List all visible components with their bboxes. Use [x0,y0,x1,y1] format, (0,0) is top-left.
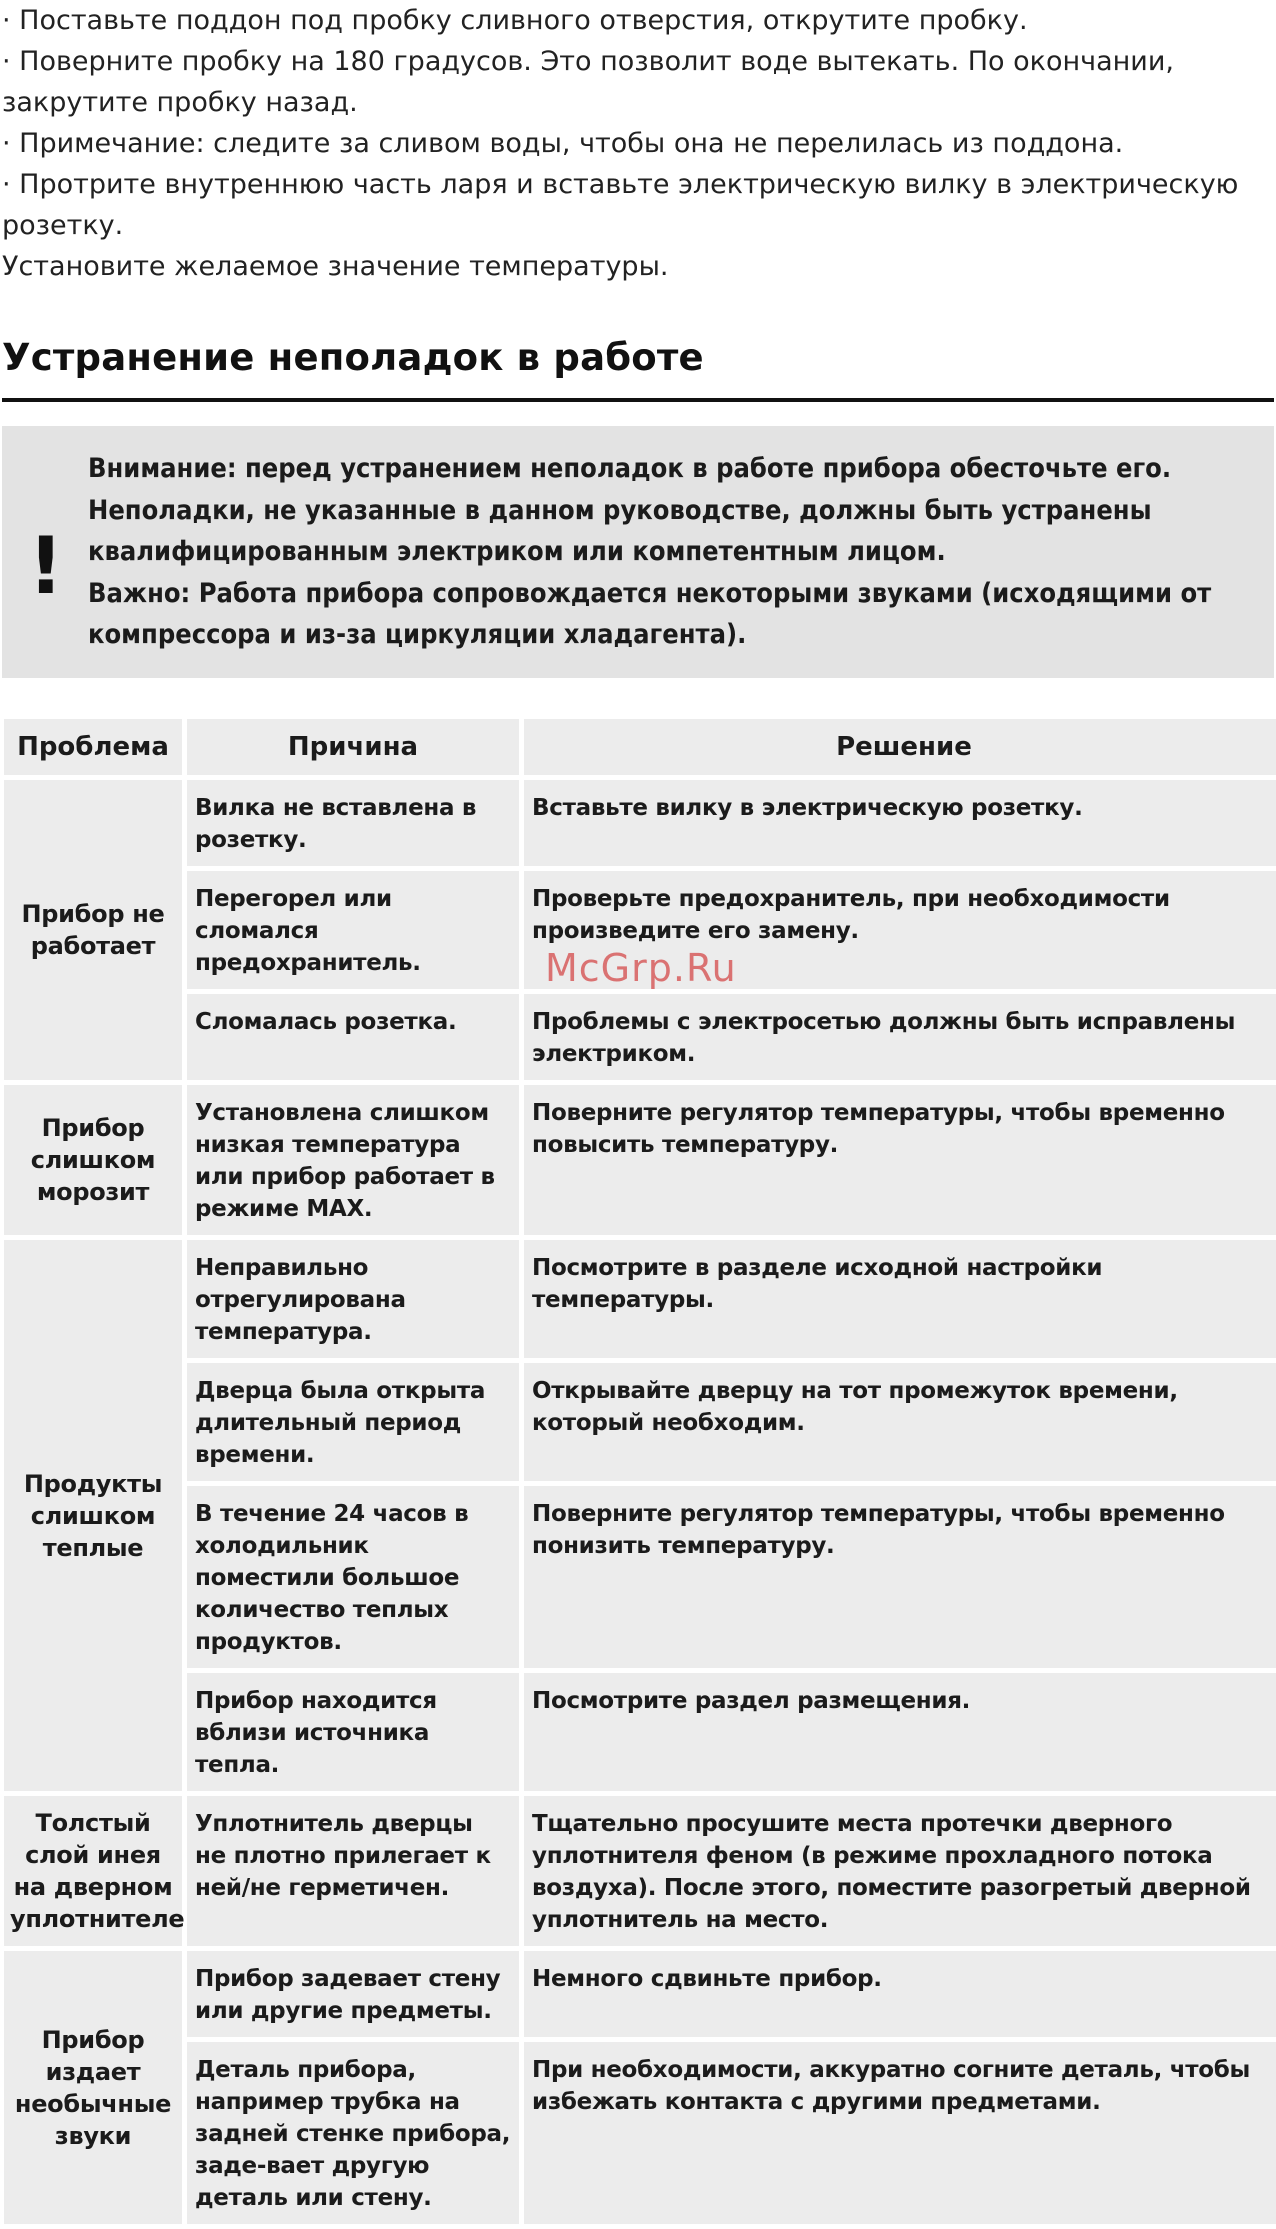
table-row [4,1486,1276,1668]
cause-cell: Перегорел или сломался предохранитель. [187,871,519,989]
solution-cell: Тщательно просушите места протечки дверного уплотнителя феном (в режиме прохладного потока воздуха). После этого, поместите разогретый дверной уплотнитель на место. [524,1796,1276,1946]
section-title: Устранение неполадок в работе [2,336,704,379]
cause-cell: В течение 24 часов в холодильник поместили большое количество теплых продуктов. [187,1486,519,1668]
warning-important: Важно: Работа прибора сопровождается некоторыми звуками (исходящими от компрессора и из-за циркуляции хладагента). [88,577,1212,650]
intro-step: · Примечание: следите за сливом воды, чтобы она не перелилась из поддона. [2,128,1124,159]
warning-text [88,448,1268,656]
intro-instructions [2,0,1274,287]
cause-cell: Установлена слишком низкая температура или прибор работает в режиме MAX. [187,1085,519,1235]
cause-cell: Дверца была открыта длительный период времени. [187,1363,519,1481]
cause-cell: Неправильно отрегулирована температура. [187,1240,519,1358]
solution-cell: Посмотрите в разделе исходной настройки температуры. [524,1240,1276,1358]
problem-cell: Прибор издает необычные звуки [4,1951,182,2224]
table-row [4,1363,1276,1481]
cause-cell: Уплотнитель дверцы не плотно прилегает к ней/не герметичен. [187,1796,519,1946]
intro-step: Установите желаемое значение температуры. [2,251,669,282]
warning-attention: Внимание: перед устранением неполадок в работе прибора обесточьте его. Неполадки, не указанные в данном руководстве, должны быть устранены квалифицированным электриком или компетентным лицом. [88,453,1172,567]
solution-cell: Открывайте дверцу на тот промежуток времени, который необходим. [524,1363,1276,1481]
cause-cell: Сломалась розетка. [187,994,519,1080]
title-divider [2,398,1274,402]
cause-cell: Вилка не вставлена в розетку. [187,780,519,866]
warning-box [2,426,1274,678]
exclamation-icon: ! [28,522,64,612]
problem-cell: Продукты слишком теплые [4,1240,182,1791]
header-cause: Причина [187,719,519,775]
solution-cell: Немного сдвиньте прибор. [524,1951,1276,2037]
solution-cell: Поверните регулятор температуры, чтобы временно понизить температуру. [524,1486,1276,1668]
header-problem: Проблема [4,719,182,775]
table-row [4,1085,1276,1235]
intro-step: · Протрите внутреннюю часть ларя и вставьте электрическую вилку в электрическую розетку. [2,169,1239,241]
problem-cell: Толстый слой инея на дверном уплотнителе [4,1796,182,1946]
table-row [4,1673,1276,1791]
solution-cell: Вставьте вилку в электрическую розетку. [524,780,1276,866]
table-row [4,994,1276,1080]
cause-cell: Прибор находится вблизи источника тепла. [187,1673,519,1791]
solution-cell: При необходимости, аккуратно согните деталь, чтобы избежать контакта с другими предметами. [524,2042,1276,2224]
solution-cell: Поверните регулятор температуры, чтобы временно повысить температуру. [524,1085,1276,1235]
header-solution: Решение [524,719,1276,775]
table-row [4,1796,1276,1946]
table-row [4,780,1276,866]
table-header-row [4,719,1276,775]
table-row [4,1951,1276,2037]
problem-cell: Прибор слишком морозит [4,1085,182,1235]
cause-cell: Прибор задевает стену или другие предметы. [187,1951,519,2037]
problem-cell: Прибор не работает [4,780,182,1080]
cause-cell: Деталь прибора, например трубка на задней стенке прибора, заде-вает другую деталь или стену. [187,2042,519,2224]
intro-step: · Поверните пробку на 180 градусов. Это позволит воде вытекать. По окончании, закрутите пробку назад. [2,46,1174,118]
solution-cell: Проверьте предохранитель, при необходимости произведите его замену. [524,871,1276,989]
intro-step: · Поставьте поддон под пробку сливного отверстия, открутите пробку. [2,5,1028,36]
watermark: McGrp.Ru [545,946,737,990]
table-row [4,1240,1276,1358]
troubleshooting-table [0,714,1276,2229]
table-row [4,2042,1276,2224]
solution-cell: Проблемы с электросетью должны быть исправлены электриком. [524,994,1276,1080]
solution-cell: Посмотрите раздел размещения. [524,1673,1276,1791]
